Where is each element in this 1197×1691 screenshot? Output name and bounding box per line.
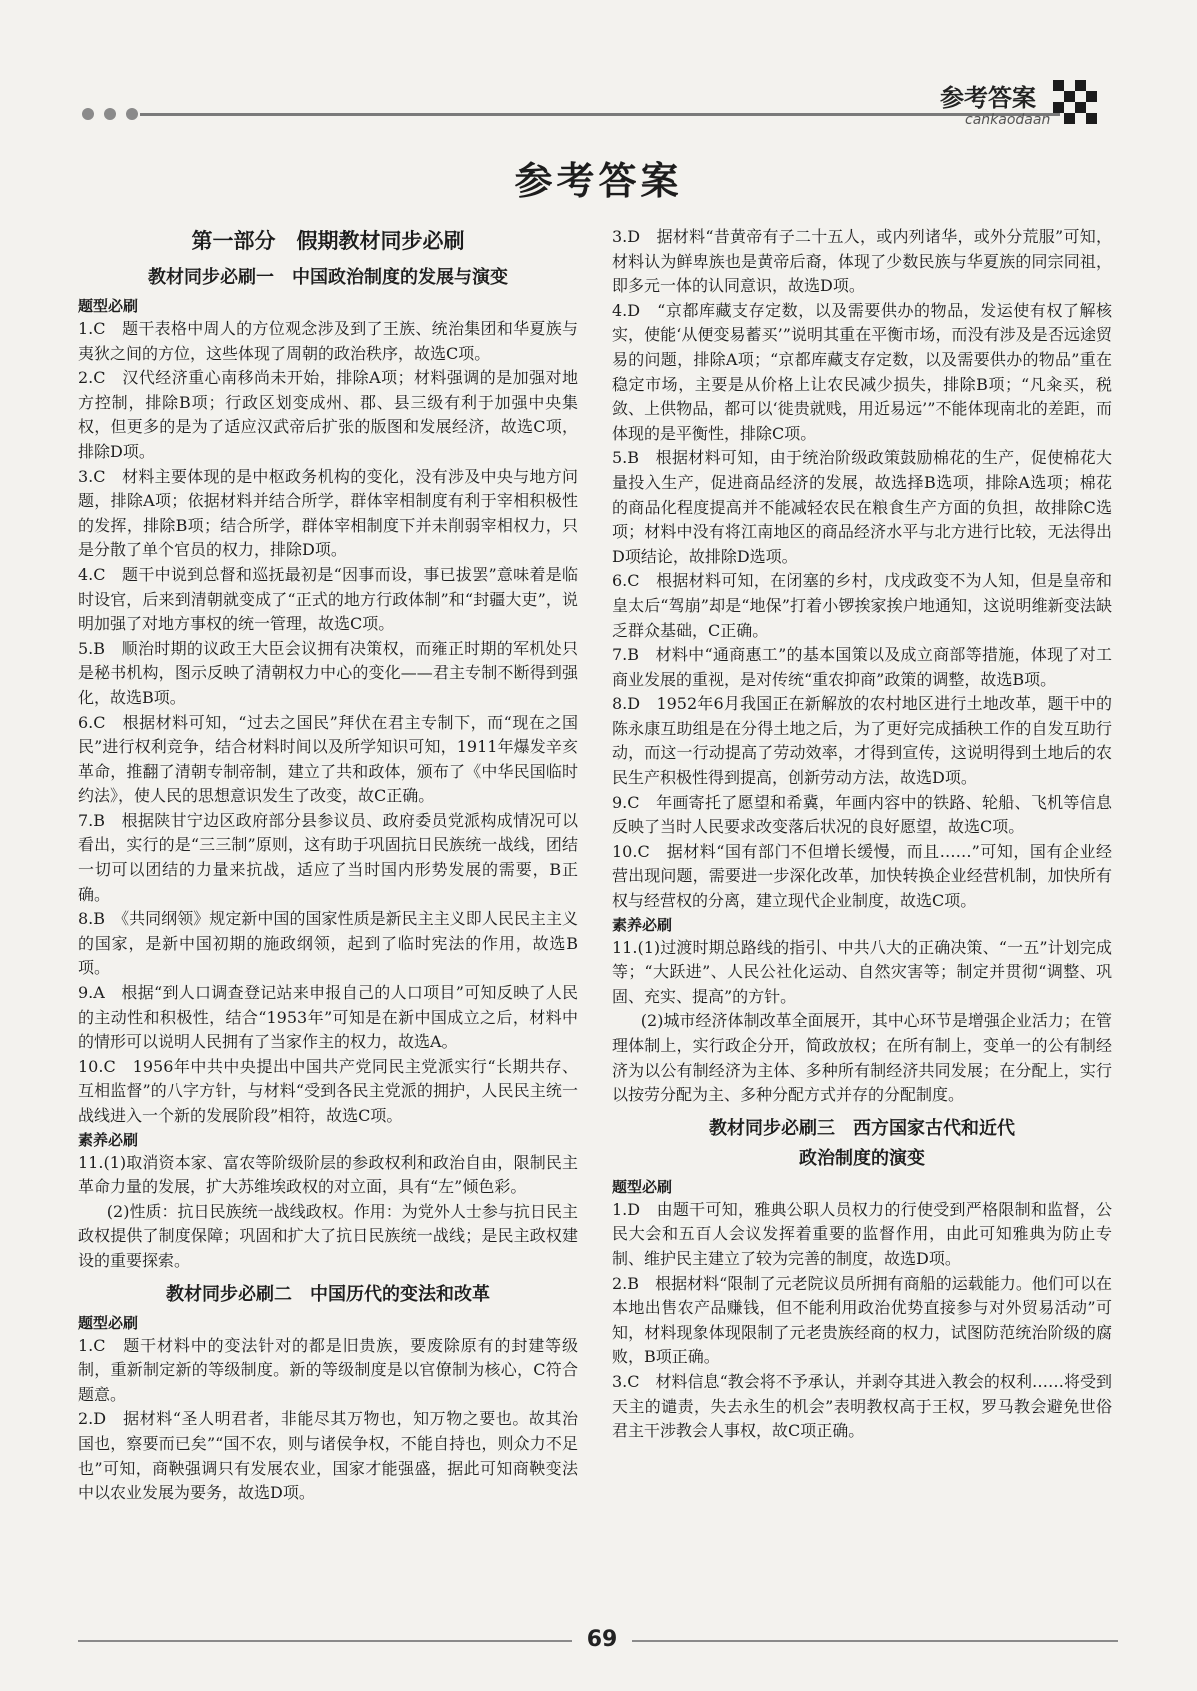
answer-item: 8.B 《共同纲领》规定新中国的国家性质是新民主主义即人民民主主义的国家，是新中国初期的施政纲领，起到了临时宪法的作用，故选B项。 — [78, 909, 578, 978]
answer-item: 10.C 据材料“国有部门不但增长缓慢，而且……”可知，国有企业经营出现问题，需要进一步深化改革，加快转换企业经营机制，加快所有权与经营权的分离，建立现代企业制度，故选C项。 — [612, 841, 1112, 911]
header-rule — [140, 113, 1060, 116]
header-subtitle: cankaodaan — [965, 112, 1051, 128]
answer-item: (2)城市经济体制改革全面展开，其中心环节是增强企业活力；在管理体制上，实行政企分开，简政放权；在所有制上，变单一的公有制经济为以公有制经济为主体、多种所有制经济共同发展；在分配上，实行以按劳分配为主、多种分配方式并存的分配制度。 — [612, 1011, 1112, 1105]
answer-item: 5.B 根据材料可知，由于统治阶级政策鼓励棉花的生产，促使棉花大量投入生产，促进商品经济的发展，故选择B选项，排除A选项；棉花的商品化程度提高并不能减轻农民在粮食生产方面的负担，故排除C选项；材料中没有将江南地区的商品经济水平与北方进行比较，无法得出D项结论，故排除D选项。 — [612, 448, 1112, 566]
page-number: 69 — [572, 1627, 632, 1655]
subsection-heading: 题型必刷 — [78, 1313, 139, 1332]
answer-item: 1.D 由题干可知，雅典公职人员权力的行使受到严格限制和监督，公民大会和五百人会议发挥着重要的监督作用，由此可知雅典为防止专制、维护民主建立了较为完善的制度，故选D项。 — [612, 1199, 1112, 1268]
section-title: 教材同步必刷三 西方国家古代和近代 — [709, 1117, 1015, 1139]
header-dots — [82, 108, 138, 120]
page-header — [0, 0, 1197, 135]
answer-item: 4.D “京都库藏支存定数，以及需要供办的物品，发运使有权了解核实，使能‘从便变易蓄买’”说明其重在平衡市场，而没有涉及是否远途贸易的问题，排除A项；“京都库藏支存定数，以及需要供办的物品”重在稳定市场，主要是从价格上让农民减少损失，排除B项；“凡籴买，税敛、上供物品，都可以‘徙贵就贱，用近易远’”不能体现南北的差距，而体现的是平衡性，排除C项。 — [612, 300, 1112, 443]
answer-item: 1.C 题干材料中的变法针对的都是旧贵族，要废除原有的封建等级制，重新制定新的等级制度。新的等级制度是以官僚制为核心，C符合题意。 — [78, 1335, 578, 1404]
answer-item: 7.B 材料中“通商惠工”的基本国策以及成立商部等措施，体现了对工商业发展的重视，是对传统“重农抑商”政策的调整，故选B项。 — [612, 645, 1112, 689]
header-title: 参考答案 — [940, 84, 1036, 112]
answer-item: 3.C 材料主要体现的是中枢政务机构的变化，没有涉及中央与地方问题，排除A项；依据材料并结合所学，群体宰相制度有利于宰相积极性的发挥，排除B项；结合所学，群体宰相制度下并未削弱宰相权力，只是分散了单个官员的权力，排除D项。 — [78, 466, 578, 560]
section-title: 教材同步必刷二 中国历代的变法和改革 — [166, 1283, 490, 1305]
answer-item: 7.B 根据陕甘宁边区政府部分县参议员、政府委员党派构成情况可以看出，实行的是“三三制”原则，这有助于巩固抗日民族统一战线，团结一切可以团结的力量来抗战，适应了当时国内形势发展的需要，B正确。 — [78, 810, 578, 904]
answer-item: 11.(1)过渡时期总路线的指引、中共八大的正确决策、“一五”计划完成等；“大跃进”、人民公社化运动、自然灾害等；制定并贯彻“调整、巩固、充实、提高”的方针。 — [612, 937, 1112, 1006]
answer-item: 3.D 据材料“昔黄帝有子二十五人，或内列诸华，或外分荒服”可知，材料认为鲜卑族也是黄帝后裔，体现了少数民族与华夏族的同宗同祖，即多元一体的认同意识，故选D项。 — [612, 227, 1112, 296]
checker-logo-icon — [1053, 80, 1097, 124]
answer-item: 2.B 根据材料“限制了元老院议员所拥有商船的运载能力。他们可以在本地出售农产品赚钱，但不能利用政治优势直接参与对外贸易活动”可知，材料现象体现限制了元老贵族经商的权力，试图防范统治阶级的腐败，B项正确。 — [612, 1273, 1112, 1367]
subsection-heading: 素养必刷 — [78, 1130, 139, 1149]
subsection-heading: 题型必刷 — [78, 297, 139, 315]
subsection-heading: 题型必刷 — [612, 1177, 673, 1196]
page-title: 参考答案 — [514, 159, 683, 203]
part-title: 第一部分 假期教材同步必刷 — [191, 229, 465, 253]
answer-item: (2)性质：抗日民族统一战线政权。作用：为党外人士参与抗日民主政权提供了制度保障；巩固和扩大了抗日民族统一战线；是民主政权建设的重要探索。 — [78, 1201, 578, 1270]
answer-item: 9.C 年画寄托了愿望和希冀，年画内容中的铁路、轮船、飞机等信息反映了当时人民要求改变落后状况的良好愿望，故选C项。 — [612, 792, 1112, 837]
answer-item: 3.C 材料信息“教会将不予承认，并剥夺其进入教会的权利……将受到天主的谴责，失去永生的机会”表明教权高于王权，罗马教会避免世俗君主干涉教会人事权，故C项正确。 — [612, 1371, 1112, 1441]
section-title-continued: 政治制度的演变 — [799, 1147, 925, 1169]
answer-item: 6.C 根据材料可知，“过去之国民”拜伏在君主专制下，而“现在之国民”进行权利竞争，结合材料时间以及所学知识可知，1911年爆发辛亥革命，推翻了清朝专制帝制，建立了共和政体，颁布了《中华民国临时约法》，使人民的思想意识发生了改变，故C正确。 — [78, 712, 578, 806]
answer-item: 10.C 1956年中共中央提出中国共产党同民主党派实行“长期共存、互相监督”的八字方针，与材料“受到各民主党派的拥护，人民民主统一战线进入一个新的发展阶段”相符，故选C项。 — [78, 1056, 578, 1125]
answer-item: 2.C 汉代经济重心南移尚未开始，排除A项；材料强调的是加强对地方控制，排除B项；行政区划变成州、郡、县三级有利于加强中央集权，但更多的是为了适应汉武帝后扩张的版图和发展经济，故选C项，排除D项。 — [78, 368, 578, 461]
answer-item: 11.(1)取消资本家、富农等阶级阶层的参政权利和政治自由，限制民主革命力量的发展，扩大苏维埃政权的对立面，具有“左”倾色彩。 — [78, 1152, 578, 1197]
subsection-heading: 素养必刷 — [612, 915, 673, 934]
right-column — [612, 225, 1112, 1444]
answer-item: 6.C 根据材料可知，在闭塞的乡村，戊戌政变不为人知，但是皇帝和皇太后“驾崩”却是“地保”打着小锣挨家挨户地通知，这说明维新变法缺乏群众基础，C正确。 — [612, 571, 1112, 640]
left-column — [78, 225, 578, 1506]
section-title: 教材同步必刷一 中国政治制度的发展与演变 — [148, 267, 508, 288]
answer-item: 1.C 题干表格中周人的方位观念涉及到了王族、统治集团和华夏族与夷狄之间的方位，这些体现了周朝的政治秩序，故选C项。 — [78, 319, 578, 363]
answer-item: 9.A 根据“到人口调查登记站来申报自己的人口项目”可知反映了人民的主动性和积极性，结合“1953年”可知是在新中国成立之后，材料中的情形可以说明人民拥有了当家作主的权力，故选A。 — [78, 983, 578, 1052]
answer-item: 8.D 1952年6月我国正在新解放的农村地区进行土地改革，题干中的陈永康互助组是在分得土地之后，为了更好完成插秧工作的自发互助行动，而这一行动提高了劳动效率，才得到宣传，这说明得到土地后的农民生产积极性得到提高，创新劳动方法，故选D项。 — [612, 694, 1112, 788]
answer-item: 4.C 题干中说到总督和巡抚最初是“因事而设，事已拔罢”意味着是临时设官，后来到清朝就变成了“正式的地方行政体制”和“封疆大吏”，说明加强了对地方事权的统一管理，故选C项。 — [78, 564, 578, 634]
answer-item: 5.B 顺治时期的议政王大臣会议拥有决策权，而雍正时期的军机处只是秘书机构，图示反映了清朝权力中心的变化——君主专制不断得到强化，故选B项。 — [78, 638, 578, 707]
answer-item: 2.D 据材料“圣人明君者，非能尽其万物也，知万物之要也。故其治国也，察要而已矣”“国不农，则与诸侯争权，不能自持也，则众力不足也”可知，商鞅强调只有发展农业，国家才能强盛，据此可知商鞅变法中以农业发展为要务，故选D项。 — [78, 1409, 578, 1503]
